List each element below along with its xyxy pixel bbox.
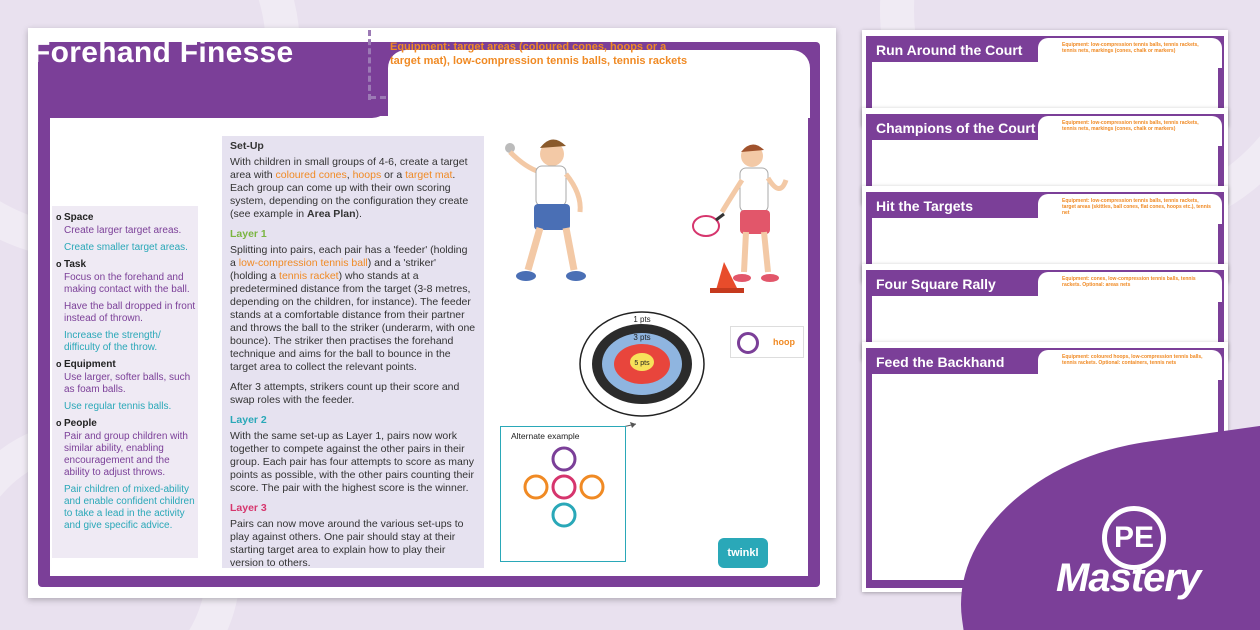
task-heading: o Task (56, 259, 196, 270)
twinkl-logo: twinkl (718, 538, 768, 568)
instructions-panel (222, 136, 484, 568)
dashed-connector (368, 30, 372, 100)
hoop-icon (737, 332, 759, 354)
text-run: ) who stands at a predetermined distance from the target (3-8 metres, depending on the children, for instance). The feeder stands at a comfortable distance from their partner and throws the ball to the striker (underarm, with one bounce). The striker then practises the forehand technique and aims for the ball to bounce in the target area to collect the relevant points. (230, 270, 476, 373)
target-label-outer: 1 pts (633, 315, 651, 324)
target-mat (580, 312, 704, 416)
space-harder: Create smaller target areas. (64, 242, 188, 253)
hoop-legend-label: hoop (773, 337, 795, 347)
striker-child-illustration (693, 144, 786, 282)
people-heading: o People (56, 418, 196, 429)
pe-logo-badge: PE (1102, 506, 1166, 570)
thumbnail-equipment: Equipment: cones, low-compression tennis balls, tennis rackets. Optional: areas nets (1062, 276, 1196, 288)
text-run: With children in small groups of 4-6, create a target area with (230, 156, 468, 181)
thumbnail-title: Hit the Targets (876, 198, 973, 214)
text-run: ). (355, 208, 362, 220)
hoop-icon (553, 448, 575, 470)
text-run: ) and a 'striker' (holding a (230, 257, 436, 282)
layer-2-paragraph: With the same set-up as Layer 1, pairs now work together to compete against the other pairs in their group. Each pair has four attempts to score as many points as possible, with the other pairs counting their score. The pair with the highest score is the winner. (230, 430, 474, 494)
equipment-text: Equipment: target areas (coloured cones, hoops or a target mat), low-compression tennis balls, tennis rackets (390, 41, 688, 67)
layer-3-heading: Layer 3 (230, 502, 267, 514)
space-easier: Create larger target areas. (64, 225, 182, 236)
people-harder: Pair children of mixed-ability and enable confident children to take a lead in the activity and give specific advice. (64, 484, 195, 531)
hoop-icon (553, 476, 575, 498)
thumbnail-equipment: Equipment: low-compression tennis balls, tennis rackets, tennis nets, markings (cones, chalk or markers) (1062, 120, 1199, 132)
layer-1-paragraph-2: After 3 attempts, strikers count up their score and swap roles with the feeder. (230, 381, 460, 406)
thumbnail-title: Feed the Backhand (876, 354, 1005, 370)
equipment-highlight: hoops (352, 169, 382, 181)
text-run: or a (381, 169, 406, 181)
thumbnail-equipment: Equipment: coloured hoops, low-compression tennis balls, tennis rackets. Optional: containers, tennis nets (1062, 354, 1203, 366)
layer-3-paragraph: Pairs can now move around the various set-ups to play against others. One pair should stay at their starting target area to explain how to play their version to others. (230, 518, 464, 569)
equipment-highlight: low-compression tennis ball (238, 257, 368, 269)
equipment-harder: Use regular tennis balls. (64, 401, 172, 412)
thumbnail-title: Champions of the Court (876, 120, 1036, 136)
area-plan-ref: Area Plan (307, 208, 356, 220)
adaptations-panel (52, 206, 198, 558)
thumbnail-equipment: Equipment: low-compression tennis balls, tennis rackets, target areas (skittles, ball cones, flat cones, hoops etc.), tennis net (1062, 198, 1211, 216)
target-label-inner: 5 pts (634, 360, 650, 367)
mastery-logo-text: Mastery (1056, 556, 1201, 600)
equipment-highlight: tennis racket (279, 270, 339, 282)
equipment-highlight: target mat (405, 169, 453, 181)
alternate-example-box (500, 426, 626, 562)
equipment-highlight: coloured cones (275, 169, 347, 181)
thumbnail-title: Run Around the Court (876, 42, 1023, 58)
setup-paragraph (230, 156, 476, 221)
thumbnail-title: Four Square Rally (876, 276, 996, 292)
target-label-middle: 3 pts (633, 333, 651, 342)
hoop-icon (525, 476, 547, 498)
text-run: . Each group can come up with their own scoring system, depending on the configuration they create (see example in (230, 169, 469, 220)
task-harder: Increase the strength/ difficulty of the throw. (64, 330, 161, 353)
text-run: , (346, 169, 353, 181)
space-heading: o Space (56, 212, 196, 223)
task-easier-2: Have the ball dropped in front instead of thrown. (64, 301, 196, 324)
task-easier-1: Focus on the forehand and making contact with the ball. (64, 272, 190, 295)
layer-1-paragraph (230, 244, 476, 374)
people-easier: Pair and group children with similar ability, enabling encouragement and the ability to adjust throws. (64, 431, 188, 478)
equipment-easier: Use larger, softer balls, such as foam balls. (64, 372, 191, 395)
page-title: Forehand Finesse (32, 36, 294, 69)
hoop-icon (553, 504, 575, 526)
hoop-legend (730, 326, 804, 358)
text-run: Splitting into pairs, each pair has a 'feeder' (holding a (230, 244, 468, 269)
thumbnail-equipment: Equipment: low-compression tennis balls, tennis rackets, tennis nets, markings (cones, chalk or markers) (1062, 42, 1199, 54)
hoop-cross-layout (501, 427, 627, 563)
alternate-example-label: Alternate example (511, 431, 580, 441)
layer-2-heading: Layer 2 (230, 414, 267, 426)
setup-heading: Set-Up (230, 140, 264, 152)
dashed-connector (370, 96, 386, 100)
feeder-child-illustration (505, 139, 586, 281)
hoop-icon (581, 476, 603, 498)
layer-1-heading: Layer 1 (230, 228, 267, 240)
equipment-heading: o Equipment (56, 359, 196, 370)
